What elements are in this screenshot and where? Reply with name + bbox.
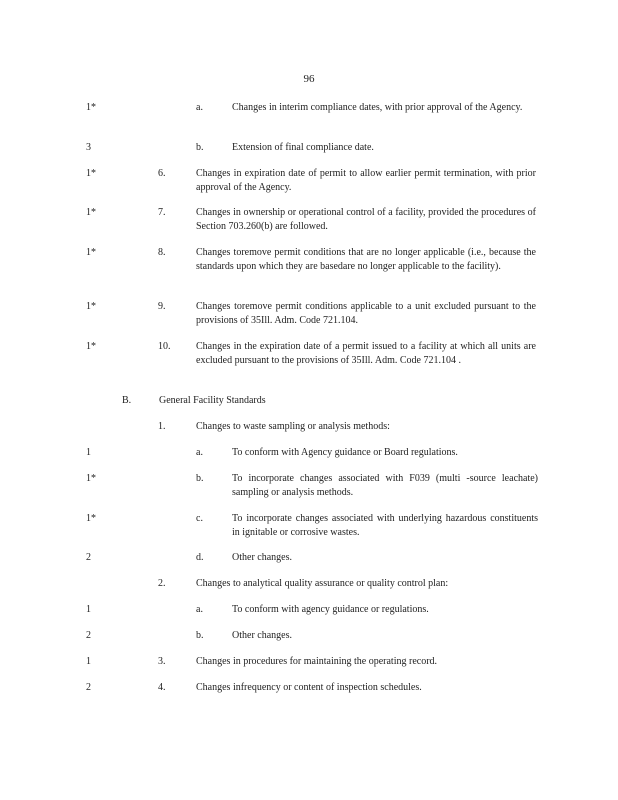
class-label: 2 [86,552,91,563]
class-label: 1* [86,473,96,484]
item-text: To incorporate changes associated with F039 (multi -source leachate) sampling or analysis methods. [232,473,538,498]
item-text: Changes in interim compliance dates, with prior approval of the Agency. [232,102,523,113]
item-marker: 8. [158,247,166,258]
item-text: Extension of final compliance date. [232,142,374,153]
class-label: 1* [86,168,96,179]
class-label: 1* [86,513,96,524]
item-marker: d. [196,552,204,563]
item-text: Other changes. [232,630,292,641]
section-title: General Facility Standards [159,395,266,406]
item-marker: b. [196,630,204,641]
item-text: Changes toremove permit conditions that are no longer applicable (i.e., because the standards upon which they are basedare no longer applicable to the facility). [196,247,536,272]
item-text: To conform with agency guidance or regulations. [232,604,429,615]
item-text: Changes in procedures for maintaining the operating record. [196,656,438,667]
item-marker: 1. [158,421,166,432]
item-marker: a. [196,447,203,458]
item-text: Changes in the expiration date of a permit issued to a facility at which all units are excluded pursuant to the provisions of 35Ill. Adm. Code 721.104 . [196,341,536,366]
item-marker: 6. [158,168,166,179]
class-label: 2 [86,682,91,693]
item-text: To incorporate changes associated with underlying hazardous constituents in ignitable or corrosive wastes. [232,513,538,538]
class-label: 1* [86,102,96,113]
item-text: Changes to waste sampling or analysis methods: [196,421,390,432]
item-text: Changes toremove permit conditions applicable to a unit excluded pursuant to the provisions of 35Ill. Adm. Code 721.104. [196,301,536,326]
item-marker: 2. [158,578,166,589]
class-label: 1* [86,341,96,352]
item-marker: a. [196,102,203,113]
item-text: Changes in ownership or operational control of a facility, provided the procedures of Section 703.260(b) are followed. [196,207,536,232]
item-text: Changes infrequency or content of inspection schedules. [196,682,422,693]
item-marker: b. [196,142,204,153]
item-marker: 9. [158,301,166,312]
page-number: 96 [303,73,315,85]
item-marker: 10. [158,341,171,352]
item-marker: 3. [158,656,166,667]
item-text: Changes to analytical quality assurance or quality control plan: [196,578,449,589]
item-marker: 4. [158,682,166,693]
item-marker: 7. [158,207,166,218]
class-label: 1 [86,656,91,667]
section-letter: B. [122,395,132,406]
class-label: 1 [86,447,91,458]
class-label: 1* [86,207,96,218]
item-marker: b. [196,473,204,484]
item-text: Other changes. [232,552,292,563]
class-label: 2 [86,630,91,641]
item-text: To conform with Agency guidance or Board regulations. [232,447,458,458]
class-label: 1* [86,247,96,258]
class-label: 3 [86,142,91,153]
class-label: 1 [86,604,91,615]
class-label: 1* [86,301,96,312]
item-text: Changes in expiration date of permit to allow earlier permit termination, with prior approval of the Agency. [196,168,536,193]
item-marker: c. [196,513,203,524]
item-marker: a. [196,604,203,615]
